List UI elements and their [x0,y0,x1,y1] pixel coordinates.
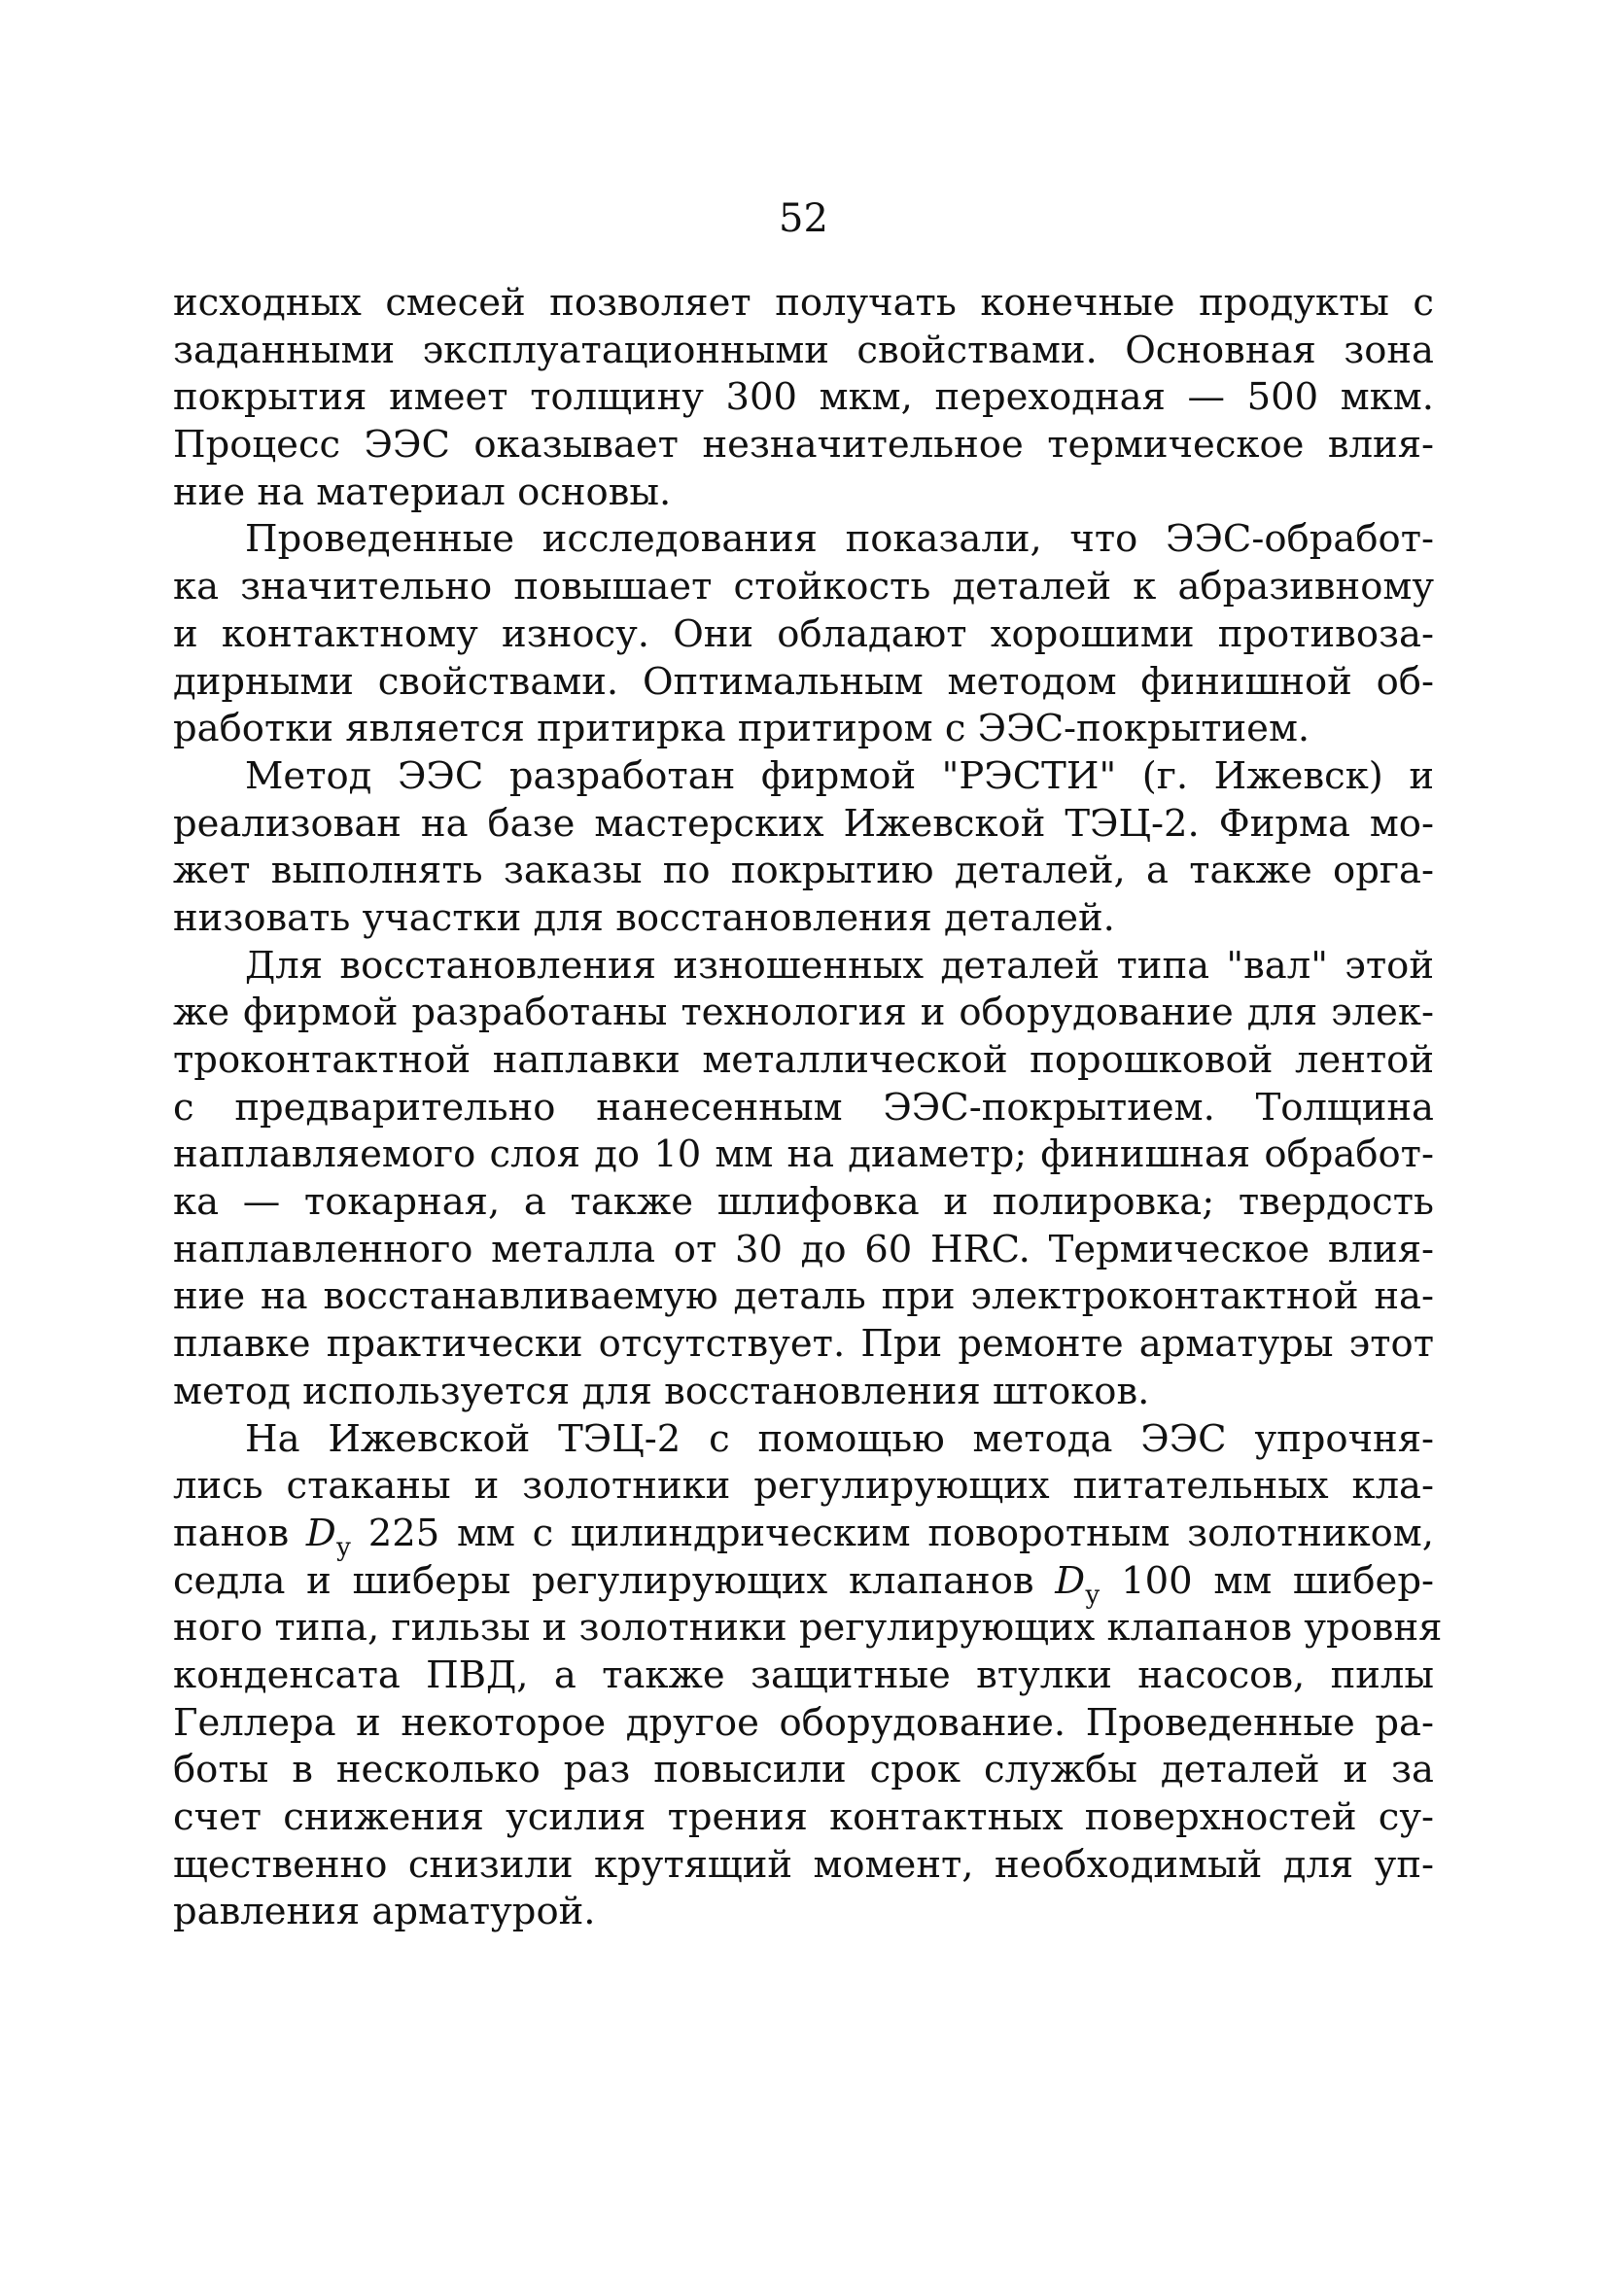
text-line: Для восстановления изношенных деталей типа "вал" этой [245,943,1434,988]
text-line: исходных смесей позволяет получать конечные продукты с [173,281,1434,325]
text-line: ка значительно повышает стойкость деталей к абразивному [173,565,1434,609]
text-line: лись стаканы и золотники регулирующих питательных кла- [173,1464,1434,1509]
text-line: Проведенные исследования показали, что ЭЭС-обработ- [245,517,1434,562]
paragraph-4 [173,943,1434,1416]
text-line: ного типа, гильзы и золотники регулирующих клапанов уровня [173,1606,1443,1651]
text-line: Метод ЭЭС разработан фирмой "РЭСТИ" (г. Ижевск) и [245,753,1434,798]
text-line: заданными эксплуатационными свойствами. Основная зона [173,328,1434,372]
paragraph-2 [173,516,1434,752]
text-line: ние на материал основы. [173,470,672,514]
text-fragment: 100 мм шибер- [1100,1558,1434,1603]
page-number: 52 [779,196,828,241]
text-line: покрытия имеет толщину 300 мкм, переходная — 500 мкм. [173,375,1434,420]
nominal-diameter-symbol: D [1055,1558,1086,1603]
text-line: же фирмой разработаны технология и оборудование для элек- [173,991,1434,1035]
text-line: плавке практически отсутствует. При ремонте арматуры этот [173,1322,1434,1367]
text-line: низовать участки для восстановления деталей. [173,895,1115,940]
nominal-diameter-symbol: D [305,1511,336,1555]
text-line: дирными свойствами. Оптимальным методом финишной об- [173,659,1434,704]
text-line: щественно снизили крутящий момент, необходимый для уп- [173,1842,1434,1887]
text-line: боты в несколько раз повысили срок службы деталей и за [173,1748,1434,1792]
text-line: конденсата ПВД, а также защитные втулки насосов, пилы [173,1652,1434,1697]
text-line: Геллера и некоторое другое оборудование. Проведенные ра- [173,1700,1434,1745]
paragraph-5 [173,1416,1443,1937]
body-text [173,280,1443,1936]
text-line: работки является притирка притиром с ЭЭС-покрытием. [173,707,1310,751]
text-fragment: седла и шиберы регулирующих клапанов [173,1558,1056,1603]
text-line: наплавляемого слоя до 10 мм на диаметр; финишная обработ- [173,1132,1434,1177]
text-line: троконтактной наплавки металлической порошковой лентой [173,1038,1434,1082]
text-line: с предварительно нанесенным ЭЭС-покрытием. Толщина [173,1085,1434,1130]
paragraph-3 [173,753,1434,943]
text-fragment: панов [173,1511,306,1555]
text-line: ка — токарная, а также шлифовка и полировка; твердость [173,1180,1434,1225]
text-line: счет снижения усилия трения контактных поверхностей су- [173,1795,1434,1839]
text-line: Процесс ЭЭС оказывает незначительное термическое влия- [173,423,1434,468]
text-line-with-subscript [173,1511,1434,1562]
text-line: равления арматурой. [173,1890,596,1934]
text-line: и контактному износу. Они обладают хорошими противоза- [173,611,1434,656]
text-line: реализован на базе мастерских Ижевской ТЭЦ-2. Фирма мо- [173,801,1434,846]
text-line: метод используется для восстановления штоков. [173,1369,1150,1413]
text-line: ние на восстанавливаемую деталь при электроконтактной на- [173,1274,1434,1319]
text-fragment: 225 мм с цилиндрическим поворотным золотником, [351,1511,1434,1555]
text-line: жет выполнять заказы по покрытию деталей, а также орга- [173,849,1434,893]
text-line: На Ижевской ТЭЦ-2 с помощью метода ЭЭС упрочня- [245,1416,1434,1461]
nominal-diameter-subscript: у [335,1532,352,1562]
nominal-diameter-subscript: у [1085,1580,1100,1610]
text-line: наплавленного металла от 30 до 60 HRC. Термическое влия- [173,1227,1434,1271]
text-line-with-subscript [173,1558,1434,1610]
paragraph-1 [173,280,1434,516]
